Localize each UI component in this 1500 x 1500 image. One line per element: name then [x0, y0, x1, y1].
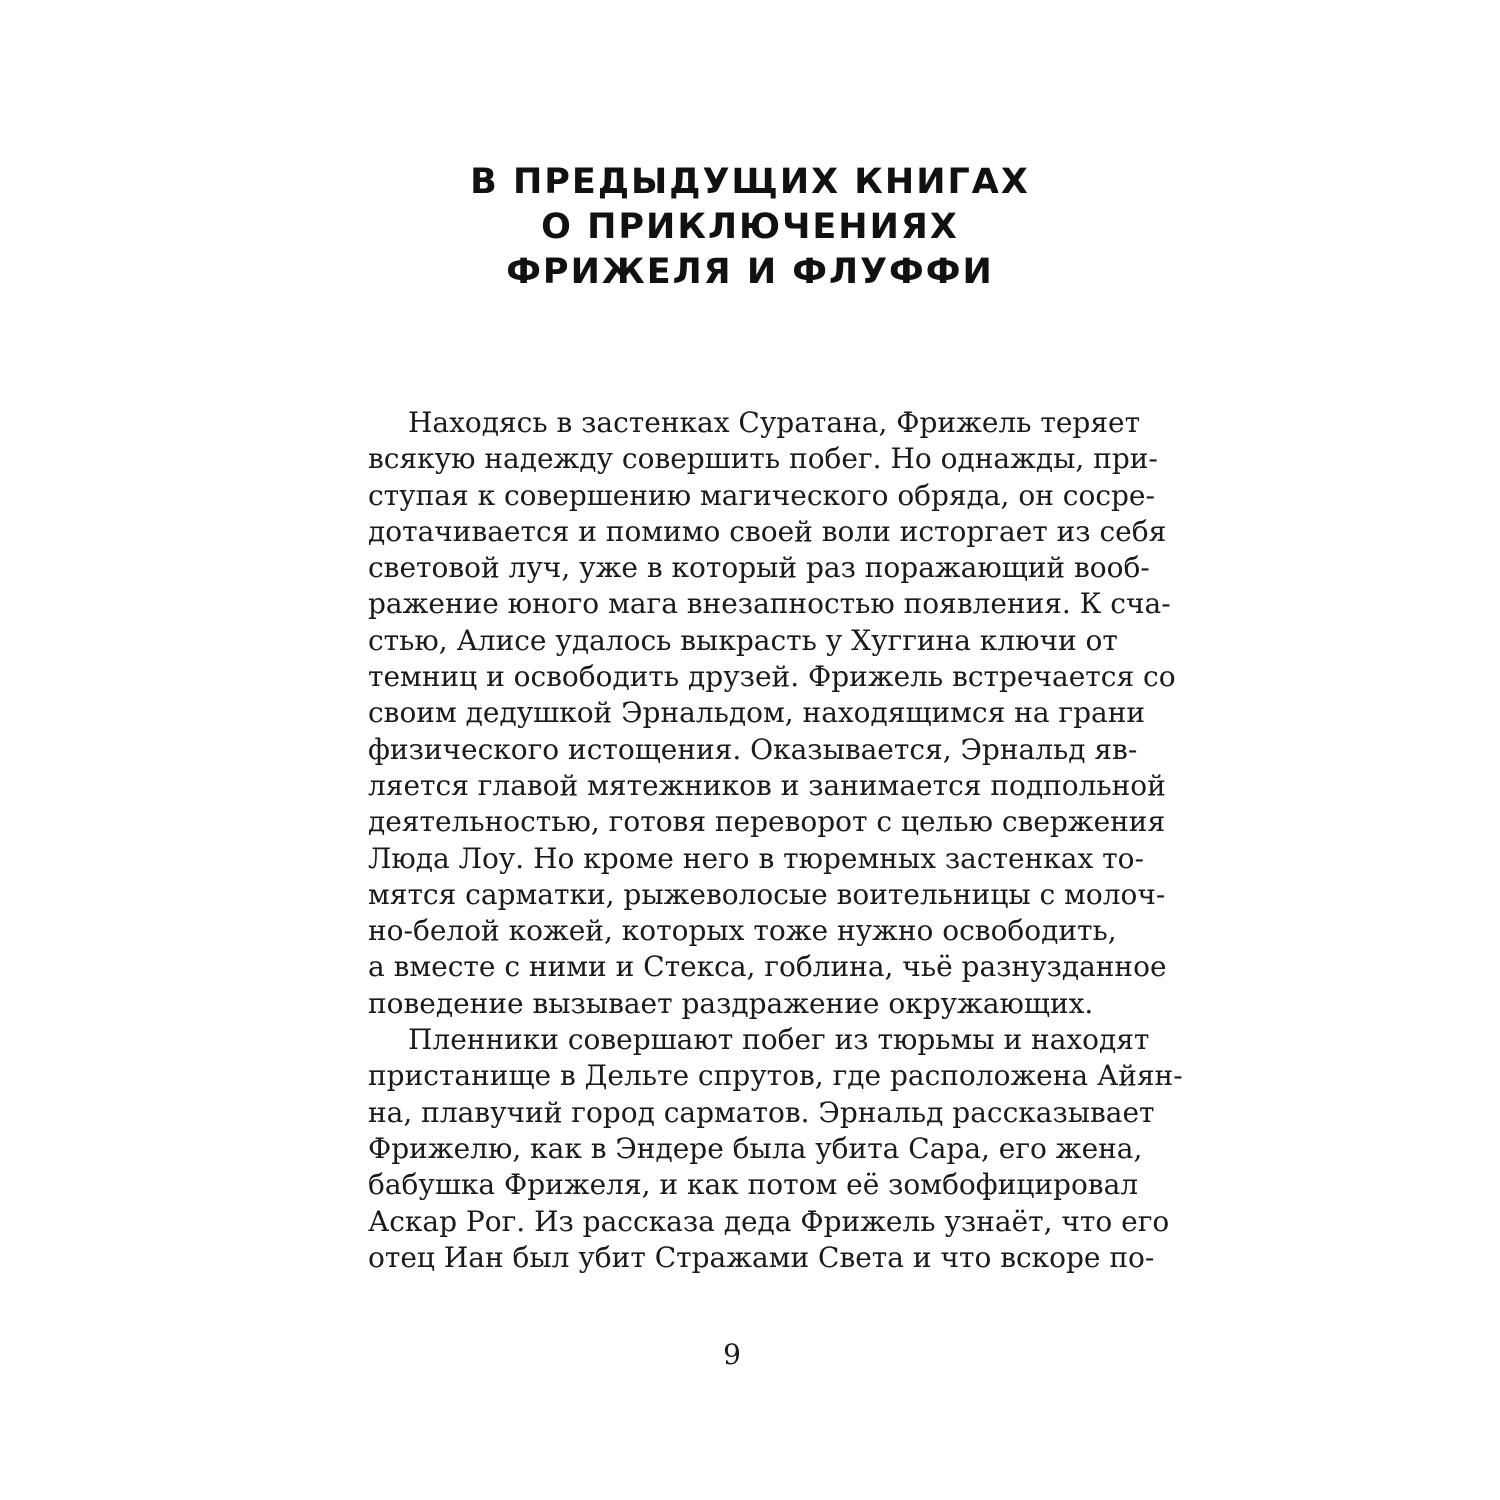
heading-line: ФРИЖЕЛЯ И ФЛУФФИ [506, 252, 994, 292]
text-line: но-белой кожей, которых тоже нужно освободить, [368, 914, 1117, 948]
text-line: а вместе с ними и Стекса, гоблина, чьё разнузданное [368, 950, 1167, 984]
heading-line: В ПРЕДЫДУЩИХ КНИГАХ [470, 162, 1030, 202]
text-line: Аскар Рог. Из рассказа деда Фрижель узнаёт, что его [368, 1204, 1170, 1238]
text-line: поведение вызывает раздражение окружающих. [368, 986, 1094, 1020]
paragraph-1 [368, 405, 1176, 1022]
page-number: 9 [723, 1338, 741, 1371]
text-line: мятся сарматки, рыжеволосые воительницы с молоч- [368, 877, 1166, 911]
heading-line: О ПРИКЛЮЧЕНИЯХ [541, 207, 959, 247]
text-line: Находясь в застенках Суратана, Фрижель теряет [408, 406, 1141, 439]
text-line: Фрижелю, как в Эндере была убита Сара, его жена, [368, 1131, 1143, 1165]
text-line: Люда Лоу. Но кроме него в тюремных застенках то- [368, 841, 1144, 875]
text-line: Пленники совершают побег из тюрьмы и находят [408, 1023, 1150, 1057]
text-line: бабушка Фрижеля, и как потом её зомбофицировал [368, 1168, 1139, 1202]
text-line: ступая к совершению магического обряда, он сосре- [368, 478, 1155, 512]
text-line: деятельностью, готовя переворот с целью свержения [368, 805, 1166, 839]
chapter-heading [0, 160, 1500, 295]
text-line: ляется главой мятежников и занимается подпольной [368, 768, 1166, 802]
text-line: ражение юного мага внезапностью появления. К сча- [368, 587, 1171, 621]
paragraph-2 [368, 1022, 1183, 1276]
text-line: дотачивается и помимо своей воли исторгает из себя [368, 514, 1167, 548]
text-line: всякую надежду совершить побег. Но однажды, при- [368, 442, 1158, 476]
text-line: своим дедушкой Эрнальдом, находящимся на грани [368, 696, 1146, 730]
text-line: физического истощения. Оказывается, Эрнальд яв- [368, 732, 1138, 766]
text-line: стью, Алисе удалось выкрасть у Хуггина ключи от [368, 623, 1118, 657]
text-line: отец Иан был убит Стражами Света и что вскоре по- [368, 1240, 1155, 1274]
text-line: темниц и освободить друзей. Фрижель встречается со [368, 660, 1176, 694]
text-line: световой луч, уже в который раз поражающий вооб- [368, 551, 1150, 585]
text-line: на, плавучий город сарматов. Эрнальд рассказывает [368, 1095, 1155, 1129]
body-text [368, 405, 1183, 1276]
text-line: пристанище в Дельте спрутов, где расположена Айян- [368, 1059, 1183, 1093]
